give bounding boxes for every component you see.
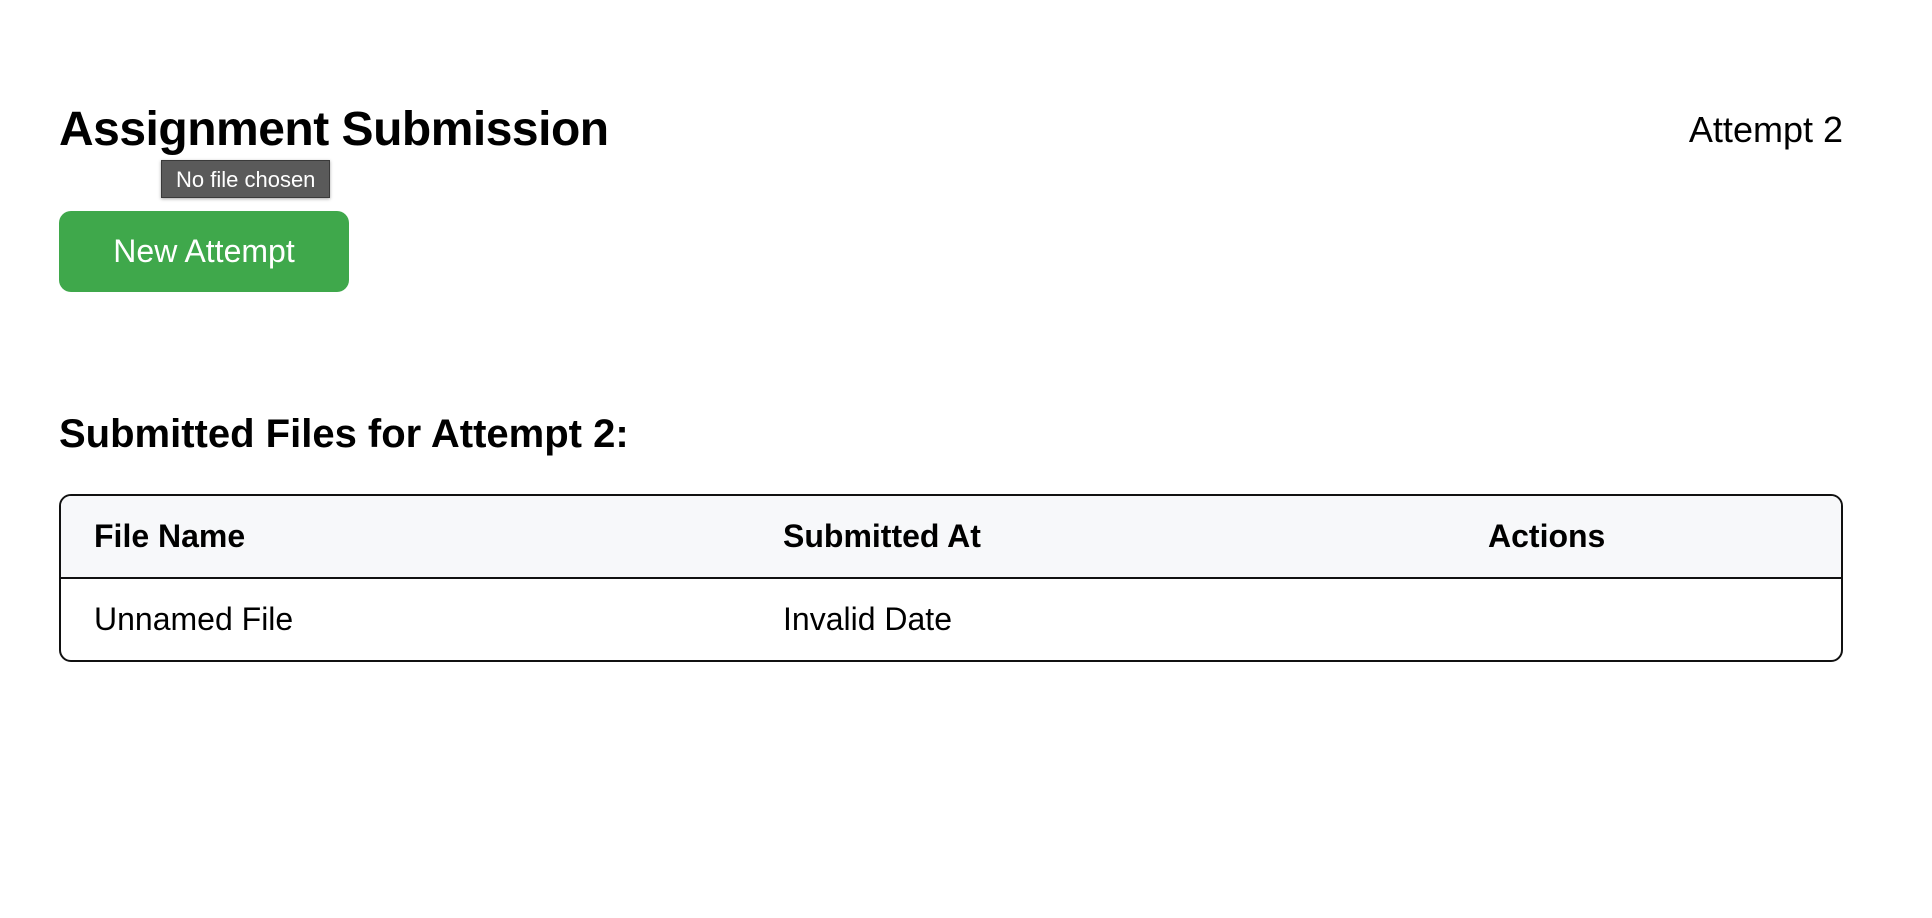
column-header-actions: Actions: [1455, 496, 1841, 578]
attempt-label: Attempt 2: [1688, 109, 1843, 150]
file-input-tooltip: No file chosen: [161, 160, 330, 198]
section-title: Submitted Files for Attempt 2:: [59, 412, 629, 456]
cell-submitted-at: Invalid Date: [783, 601, 952, 637]
column-header-file-name: File Name: [61, 496, 750, 578]
new-attempt-button[interactable]: New Attempt: [59, 211, 349, 292]
submissions-table: [59, 494, 1843, 662]
header: [59, 96, 1843, 164]
cell-file-name: Unnamed File: [94, 601, 294, 637]
page-title: Assignment Submission: [59, 103, 609, 156]
cell-actions: [1455, 578, 1841, 660]
table-header-row: [61, 496, 1841, 578]
table-row: [61, 578, 1841, 660]
column-header-submitted-at: Submitted At: [750, 496, 1455, 578]
